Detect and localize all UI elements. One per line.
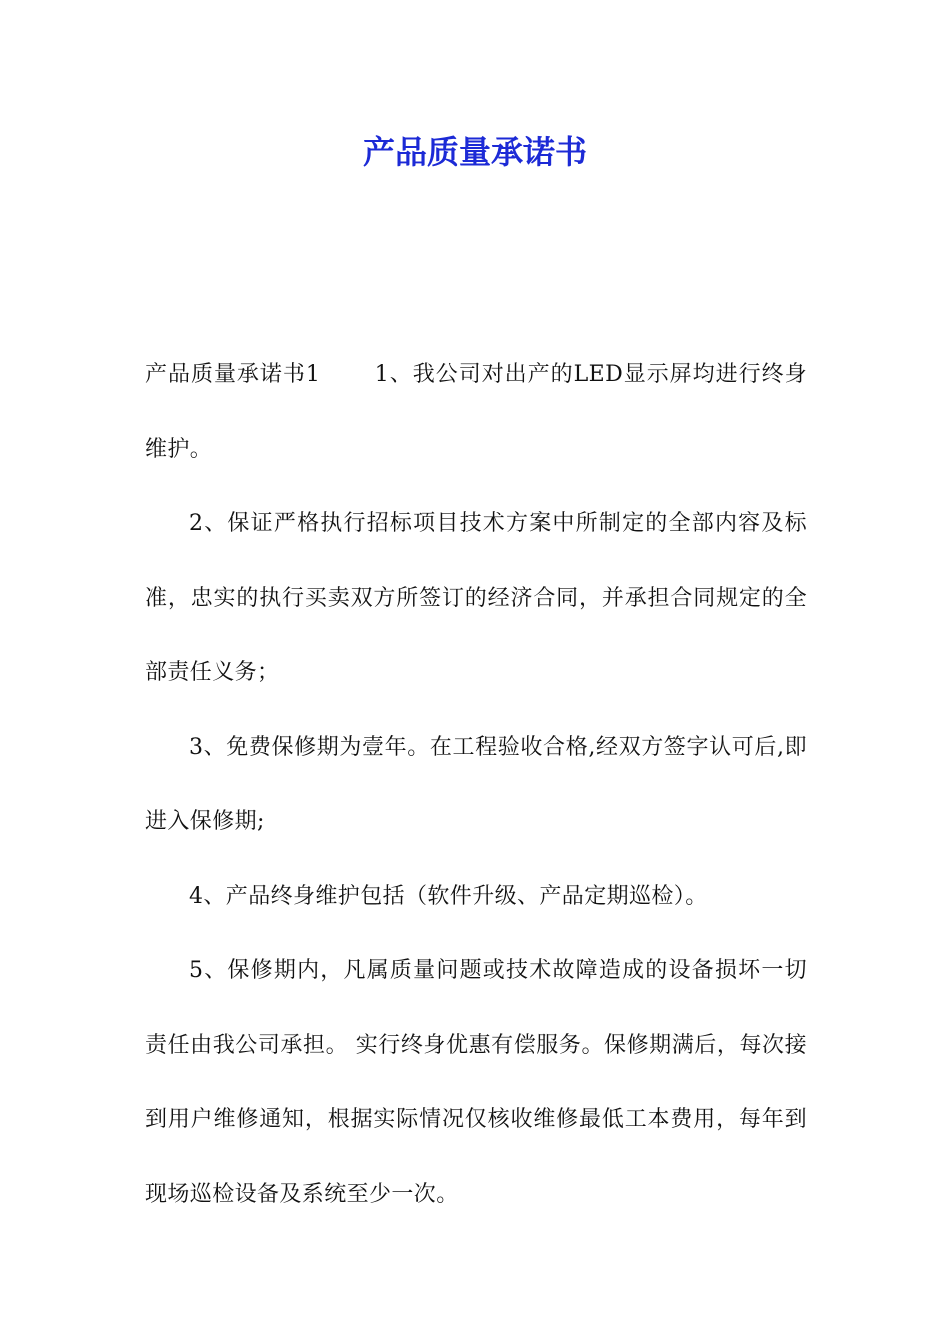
- paragraph-1: 产品质量承诺书1 1、我公司对出产的LED显示屏均进行终身维护。: [145, 362, 807, 462]
- document-title: 产品质量承诺书: [362, 133, 587, 171]
- paragraph-3: 3、免费保修期为壹年。在工程验收合格,经双方签字认可后,即进入保修期;: [145, 734, 807, 834]
- paragraph-2: 2、保证严格执行招标项目技术方案中所制定的全部内容及标准，忠实的执行买卖双方所签订的经济合同，并承担合同规定的全部责任义务；: [145, 511, 807, 685]
- paragraph-4: 4、产品终身维护包括（软件升级、产品定期巡检）。: [189, 883, 708, 909]
- document-body: [145, 338, 807, 1232]
- paragraph-5: 5、保修期内，凡属质量问题或技术故障造成的设备损坏一切责任由我公司承担。 实行终身优惠有偿服务。保修期满后，每次接到用户维修通知，根据实际情况仅核收维修最低工本费用，每年到现场巡检设备及系统至少一次。: [145, 958, 807, 1207]
